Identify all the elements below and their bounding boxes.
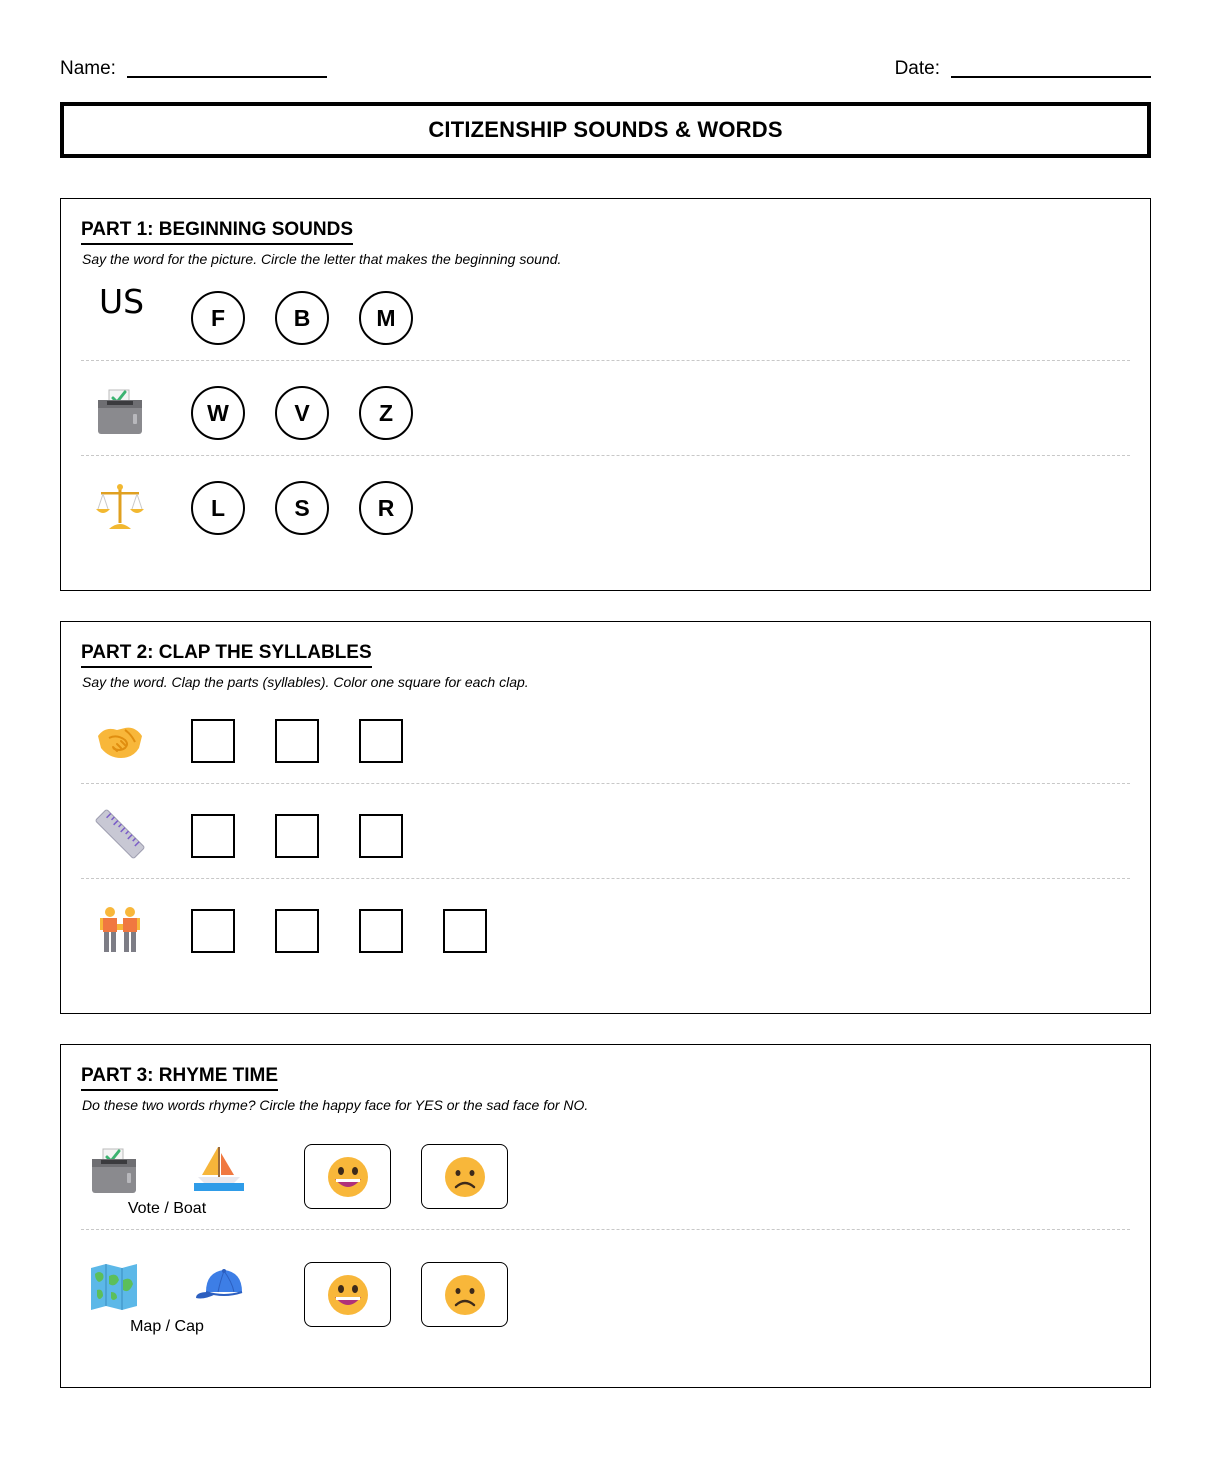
- syllable-square[interactable]: [359, 719, 403, 763]
- letter-choice-v[interactable]: V: [275, 386, 329, 440]
- sad-face-choice[interactable]: [421, 1262, 508, 1327]
- sailboat-icon: [194, 1143, 244, 1193]
- syllable-square[interactable]: [359, 814, 403, 858]
- letter-choice-s[interactable]: S: [275, 481, 329, 535]
- rhyme-pair-label: Map / Cap: [130, 1318, 204, 1335]
- happy-face-choice[interactable]: [304, 1262, 391, 1327]
- syllable-square[interactable]: [191, 719, 235, 763]
- syllable-square[interactable]: [359, 909, 403, 953]
- syllable-square[interactable]: [275, 909, 319, 953]
- part-3-heading: PART 3: RHYME TIME: [81, 1065, 278, 1091]
- syllable-square[interactable]: [191, 814, 235, 858]
- date-field: [895, 58, 1151, 80]
- letter-choice-b[interactable]: B: [275, 291, 329, 345]
- people-holding-hands-icon: [95, 904, 145, 954]
- part-2-heading: PART 2: CLAP THE SYLLABLES: [81, 642, 372, 668]
- rhyme-pair-label: Vote / Boat: [127, 1200, 207, 1217]
- part-2-row: [81, 689, 1130, 784]
- sad-face-icon: [443, 1273, 487, 1317]
- letter-choice-m[interactable]: M: [359, 291, 413, 345]
- part-2-row: [81, 784, 1130, 879]
- date-label: Date:: [894, 58, 940, 79]
- happy-face-icon: [326, 1273, 370, 1317]
- part-1-section: [60, 198, 1151, 591]
- world-map-icon: [89, 1262, 139, 1312]
- part-2-instruction: Say the word. Clap the parts (syllables). Color one square for each clap.: [82, 674, 529, 690]
- part-3-row: [81, 1230, 1130, 1340]
- syllable-square[interactable]: [275, 719, 319, 763]
- sad-face-icon: [443, 1155, 487, 1199]
- part-1-instruction: Say the word for the picture. Circle the letter that makes the beginning sound.: [82, 251, 562, 267]
- letter-choice-l[interactable]: L: [191, 481, 245, 535]
- letter-choice-r[interactable]: R: [359, 481, 413, 535]
- name-field: [60, 58, 327, 80]
- part-2-section: [60, 621, 1151, 1014]
- part-1-heading: PART 1: BEGINNING SOUNDS: [81, 219, 353, 245]
- part-2-row: [81, 879, 1130, 974]
- title-box: [60, 102, 1151, 158]
- cap-icon: [194, 1262, 244, 1312]
- header: [60, 58, 1151, 82]
- ballot-box-icon: [95, 386, 145, 436]
- letter-choice-w[interactable]: W: [191, 386, 245, 440]
- scales-icon: [95, 481, 145, 531]
- letter-choice-f[interactable]: F: [191, 291, 245, 345]
- us-picture-text: US: [99, 282, 145, 321]
- happy-face-choice[interactable]: [304, 1144, 391, 1209]
- letter-choice-z[interactable]: Z: [359, 386, 413, 440]
- name-blank-line[interactable]: [127, 62, 327, 78]
- sad-face-choice[interactable]: [421, 1144, 508, 1209]
- syllable-square[interactable]: [191, 909, 235, 953]
- happy-face-icon: [326, 1155, 370, 1199]
- part-3-section: [60, 1044, 1151, 1388]
- ruler-icon: [95, 809, 145, 859]
- syllable-square[interactable]: [275, 814, 319, 858]
- page-title: CITIZENSHIP SOUNDS & WORDS: [428, 117, 783, 142]
- name-label: Name:: [60, 58, 116, 79]
- part-3-instruction: Do these two words rhyme? Circle the happy face for YES or the sad face for NO.: [82, 1097, 589, 1113]
- part-3-row: [81, 1130, 1130, 1230]
- handshake-icon: [95, 714, 145, 764]
- ballot-box-icon: [89, 1145, 139, 1195]
- syllable-square[interactable]: [443, 909, 487, 953]
- date-blank-line[interactable]: [951, 62, 1151, 78]
